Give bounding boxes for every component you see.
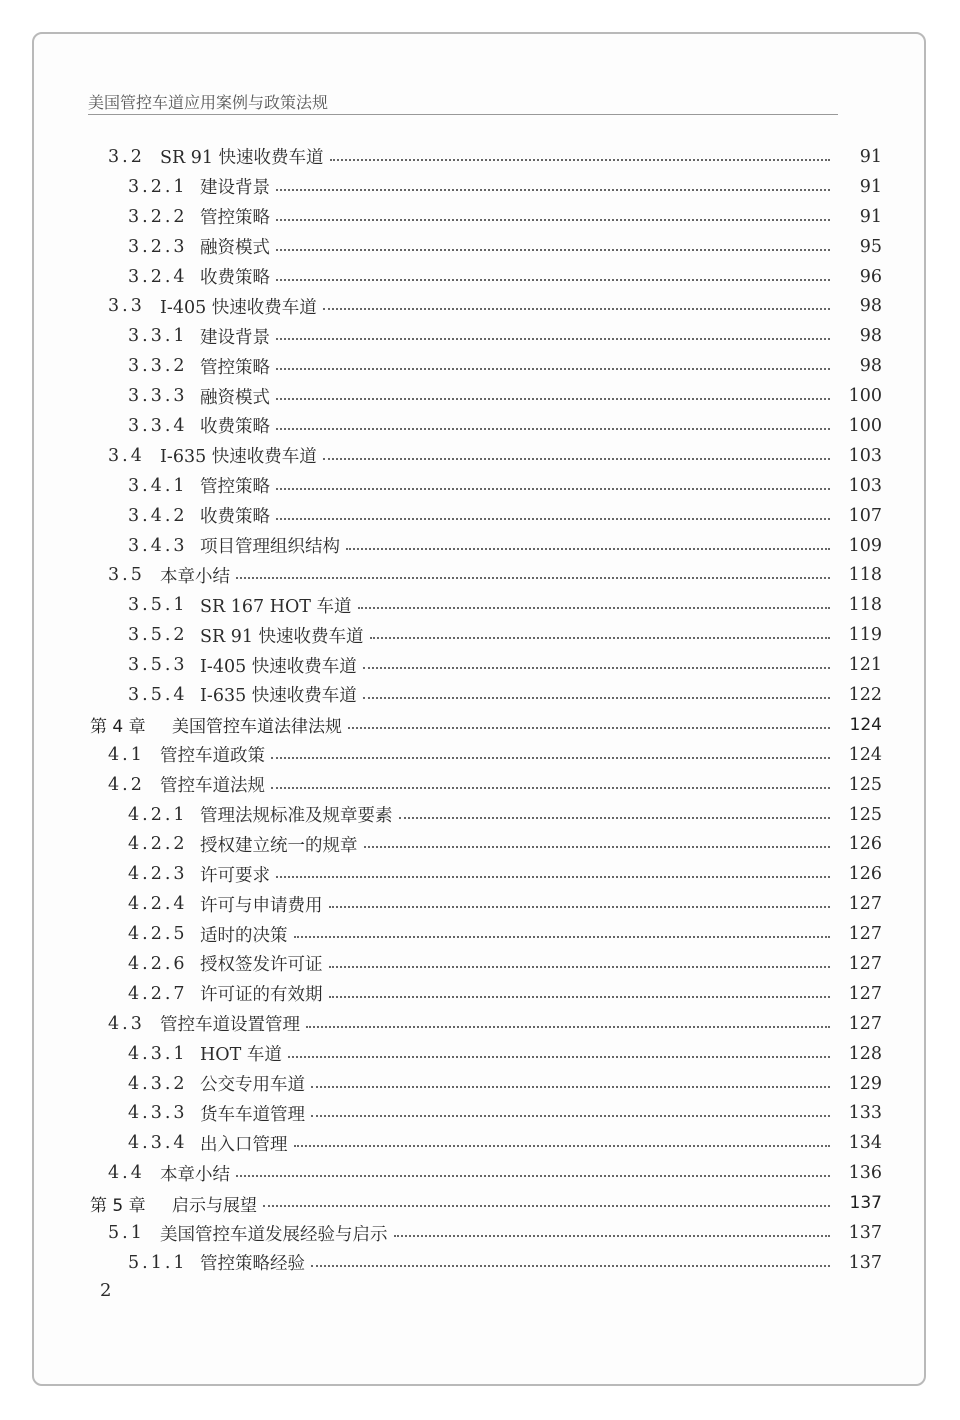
- toc-entry-page: 137: [848, 1252, 882, 1273]
- toc-leader-dots: [311, 1265, 830, 1267]
- toc-entry: [34, 1218, 928, 1248]
- toc-leader-dots: [263, 1205, 830, 1207]
- toc-leader-dots: [276, 428, 830, 430]
- toc-entry-page: 107: [848, 505, 882, 526]
- toc-leader-dots: [311, 1086, 830, 1088]
- toc-entry-number: 4.3.1: [128, 1043, 188, 1064]
- toc-leader-dots: [294, 936, 831, 938]
- toc-entry: [34, 441, 928, 471]
- toc-entry: [34, 531, 928, 561]
- toc-entry-page: 127: [848, 894, 882, 915]
- toc-entry: [34, 680, 928, 710]
- toc-entry-number: 4.3.2: [128, 1073, 188, 1094]
- toc-entry: [34, 650, 928, 680]
- toc-entry-title: 美国管控车道法律法规: [172, 717, 342, 738]
- toc-entry: [34, 291, 928, 321]
- toc-entry-page: 127: [848, 953, 882, 974]
- toc-entry-number: 3.4.1: [128, 475, 188, 496]
- toc-entry-page: 121: [848, 655, 882, 676]
- toc-entry-title: 出入口管理: [200, 1134, 288, 1155]
- toc-leader-dots: [276, 398, 830, 400]
- toc-entry: [34, 560, 928, 590]
- toc-entry: [34, 1099, 928, 1129]
- toc-entry-page: 126: [848, 864, 882, 885]
- toc-entry-title: I-635 快速收费车道: [160, 447, 317, 468]
- toc-leader-dots: [311, 1115, 830, 1117]
- toc-entry-title: 收费策略: [200, 507, 270, 528]
- toc-leader-dots: [276, 249, 830, 251]
- toc-entry-title: 公交专用车道: [200, 1075, 305, 1096]
- toc-entry-title: 融资模式: [200, 238, 270, 259]
- toc-entry-number: 3.4: [108, 445, 145, 466]
- toc-entry-page: 98: [859, 296, 882, 317]
- toc-leader-dots: [276, 518, 830, 520]
- toc-entry-page: 126: [848, 834, 882, 855]
- toc-entry-page: 91: [859, 146, 882, 167]
- toc-entry-number: 3.4.3: [128, 535, 188, 556]
- toc-entry: [34, 172, 928, 202]
- toc-entry-page: 100: [848, 386, 882, 407]
- toc-entry-page: 91: [859, 176, 882, 197]
- toc-entry-title: 管控策略: [200, 477, 270, 498]
- toc-entry-page: 129: [848, 1073, 882, 1094]
- toc-entry-page: 124: [849, 714, 882, 735]
- toc-chapter-entry: [34, 1188, 928, 1218]
- toc-entry-number: 3.3.2: [128, 356, 188, 377]
- toc-entry-page: 119: [848, 625, 882, 646]
- toc-entry-number: 4.2: [108, 774, 145, 795]
- toc-entry-number: 3.4.2: [128, 505, 188, 526]
- toc-entry-page: 134: [848, 1133, 882, 1154]
- toc-entry-page: 136: [848, 1163, 882, 1184]
- toc-entry-title: 管控策略: [200, 357, 270, 378]
- toc-entry-number: 4.1: [108, 744, 145, 765]
- toc-entry: [34, 471, 928, 501]
- toc-entry-page: 125: [848, 804, 882, 825]
- toc-entry-number: 3.5.3: [128, 655, 188, 676]
- toc-entry-page: 133: [848, 1103, 882, 1124]
- toc-entry-number: 4.2.1: [128, 804, 188, 825]
- toc-leader-dots: [363, 697, 830, 699]
- toc-entry-number: 4.2.2: [128, 834, 188, 855]
- toc-entry: [34, 620, 928, 650]
- toc-leader-dots: [276, 219, 830, 221]
- toc-entry-title: 许可证的有效期: [200, 985, 323, 1006]
- toc-leader-dots: [236, 1175, 830, 1177]
- toc-entry-number: 3.3.3: [128, 386, 188, 407]
- toc-entry: [34, 262, 928, 292]
- toc-entry-number: 4.2.6: [128, 953, 188, 974]
- toc-leader-dots: [294, 1145, 831, 1147]
- toc-leader-dots: [329, 906, 831, 908]
- toc-leader-dots: [276, 368, 830, 370]
- toc-entry-number: 3.2.1: [128, 176, 188, 197]
- toc-entry: [34, 919, 928, 949]
- toc-entry-title: 许可要求: [200, 865, 270, 886]
- toc-leader-dots: [306, 1026, 830, 1028]
- toc-entry-title: 管理法规标准及规章要素: [200, 806, 393, 827]
- toc-entry-title: 管控车道政策: [160, 746, 265, 767]
- toc-entry: [34, 889, 928, 919]
- toc-entry-number: 3.2.4: [128, 266, 188, 287]
- table-of-contents: [34, 142, 928, 1278]
- toc-entry-page: 96: [859, 266, 882, 287]
- toc-leader-dots: [276, 488, 830, 490]
- header-rule: [88, 114, 838, 115]
- toc-entry-number: 3.5.1: [128, 595, 188, 616]
- toc-entry: [34, 1128, 928, 1158]
- toc-entry: [34, 351, 928, 381]
- toc-entry: [34, 381, 928, 411]
- toc-entry-title: I-405 快速收费车道: [160, 297, 317, 318]
- toc-entry-page: 127: [848, 924, 882, 945]
- toc-entry-page: 95: [859, 236, 882, 257]
- toc-entry-page: 100: [848, 415, 882, 436]
- toc-leader-dots: [363, 667, 830, 669]
- toc-entry-page: 98: [859, 326, 882, 347]
- toc-entry-number: 4.3: [108, 1013, 145, 1034]
- toc-entry: [34, 411, 928, 441]
- toc-leader-dots: [329, 996, 831, 998]
- toc-entry: [34, 590, 928, 620]
- toc-entry-title: 管控策略经验: [200, 1254, 305, 1275]
- toc-leader-dots: [346, 548, 830, 550]
- toc-entry-title: 建设背景: [200, 178, 270, 199]
- toc-entry-title: I-405 快速收费车道: [200, 656, 357, 677]
- toc-entry-title: 管控策略: [200, 208, 270, 229]
- toc-leader-dots: [236, 577, 830, 579]
- toc-entry-title: 融资模式: [200, 387, 270, 408]
- toc-leader-dots: [323, 458, 830, 460]
- toc-entry-number: 3.5: [108, 565, 145, 586]
- toc-entry-title: 授权签发许可证: [200, 955, 323, 976]
- toc-entry-page: 124: [848, 744, 882, 765]
- toc-entry-title: HOT 车道: [200, 1045, 282, 1066]
- toc-entry-number: 第 5 章: [90, 1195, 146, 1216]
- toc-entry-title: 建设背景: [200, 327, 270, 348]
- toc-leader-dots: [271, 787, 830, 789]
- toc-leader-dots: [348, 727, 830, 729]
- toc-entry: [34, 1069, 928, 1099]
- toc-entry-page: 109: [848, 535, 882, 556]
- toc-leader-dots: [394, 1235, 831, 1237]
- toc-entry-number: 3.3: [108, 296, 145, 317]
- toc-leader-dots: [276, 189, 830, 191]
- toc-entry: [34, 859, 928, 889]
- toc-entry-number: 3.2.3: [128, 236, 188, 257]
- toc-entry-page: 127: [848, 983, 882, 1004]
- toc-entry-page: 91: [859, 206, 882, 227]
- toc-entry-page: 128: [848, 1043, 882, 1064]
- toc-entry-number: 4.4: [108, 1163, 145, 1184]
- toc-entry-title: 美国管控车道发展经验与启示: [160, 1224, 388, 1245]
- toc-entry-title: 本章小结: [160, 1164, 230, 1185]
- toc-entry: [34, 1248, 928, 1278]
- toc-entry-title: 货车车道管理: [200, 1104, 305, 1125]
- toc-entry-number: 第 4 章: [90, 717, 146, 738]
- toc-entry-page: 122: [848, 684, 882, 705]
- toc-leader-dots: [276, 279, 830, 281]
- toc-entry-title: 启示与展望: [172, 1195, 257, 1216]
- toc-entry-number: 3.5.2: [128, 625, 188, 646]
- toc-entry-title: 适时的决策: [200, 925, 288, 946]
- toc-entry-number: 4.3.3: [128, 1103, 188, 1124]
- toc-entry-title: 本章小结: [160, 566, 230, 587]
- toc-leader-dots: [370, 637, 830, 639]
- toc-entry-page: 103: [848, 445, 882, 466]
- toc-leader-dots: [288, 1056, 830, 1058]
- toc-entry-page: 127: [848, 1013, 882, 1034]
- toc-entry-title: SR 167 HOT 车道: [200, 596, 352, 617]
- toc-leader-dots: [276, 876, 830, 878]
- toc-leader-dots: [358, 607, 830, 609]
- toc-entry-page: 118: [848, 565, 882, 586]
- toc-entry-page: 98: [859, 356, 882, 377]
- toc-entry-number: 4.2.3: [128, 864, 188, 885]
- toc-entry-page: 125: [848, 774, 882, 795]
- toc-entry: [34, 501, 928, 531]
- toc-leader-dots: [329, 966, 831, 968]
- page-number: 2: [100, 1280, 112, 1301]
- toc-entry: [34, 1039, 928, 1069]
- book-page: [32, 32, 926, 1386]
- toc-entry-title: 收费策略: [200, 268, 270, 288]
- toc-entry-title: 授权建立统一的规章: [200, 835, 358, 856]
- toc-entry-number: 4.2.4: [128, 894, 188, 915]
- toc-entry-page: 103: [848, 475, 882, 496]
- toc-entry: [34, 1158, 928, 1188]
- toc-leader-dots: [323, 308, 830, 310]
- toc-entry-number: 4.2.7: [128, 983, 188, 1004]
- toc-entry-title: 管控车道法规: [160, 776, 265, 797]
- toc-entry: [34, 829, 928, 859]
- toc-entry-page: 118: [848, 595, 882, 616]
- toc-entry-title: 项目管理组织结构: [200, 537, 340, 558]
- toc-entry-number: 4.2.5: [128, 924, 188, 945]
- toc-leader-dots: [271, 757, 830, 759]
- toc-leader-dots: [399, 817, 831, 819]
- running-header: 美国管控车道应用案例与政策法规: [88, 93, 329, 112]
- toc-entry: [34, 321, 928, 351]
- toc-leader-dots: [364, 846, 831, 848]
- toc-entry: [34, 142, 928, 172]
- toc-leader-dots: [276, 338, 830, 340]
- toc-entry-page: 137: [849, 1193, 882, 1214]
- toc-entry: [34, 770, 928, 800]
- toc-entry-title: SR 91 快速收费车道: [160, 148, 324, 169]
- toc-entry: [34, 800, 928, 830]
- toc-entry-page: 137: [848, 1223, 882, 1243]
- toc-entry-number: 4.3.4: [128, 1133, 188, 1154]
- toc-entry-number: 5.1: [108, 1223, 145, 1243]
- toc-entry-number: 5.1.1: [128, 1252, 188, 1273]
- toc-leader-dots: [330, 159, 830, 161]
- toc-entry-number: 3.3.1: [128, 326, 188, 347]
- toc-entry: [34, 949, 928, 979]
- toc-entry-title: 管控车道设置管理: [160, 1015, 300, 1036]
- toc-entry: [34, 740, 928, 770]
- toc-chapter-entry: [34, 710, 928, 740]
- toc-entry-number: 3.3.4: [128, 415, 188, 436]
- toc-entry: [34, 1009, 928, 1039]
- toc-entry-number: 3.2.2: [128, 206, 188, 227]
- toc-entry: [34, 232, 928, 262]
- toc-entry: [34, 979, 928, 1009]
- toc-entry: [34, 202, 928, 232]
- toc-entry-title: 许可与申请费用: [200, 895, 323, 916]
- toc-entry-title: SR 91 快速收费车道: [200, 626, 364, 647]
- toc-entry-title: I-635 快速收费车道: [200, 686, 357, 707]
- toc-entry-title: 收费策略: [200, 417, 270, 438]
- toc-entry-number: 3.5.4: [128, 684, 188, 705]
- toc-entry-number: 3.2: [108, 146, 145, 167]
